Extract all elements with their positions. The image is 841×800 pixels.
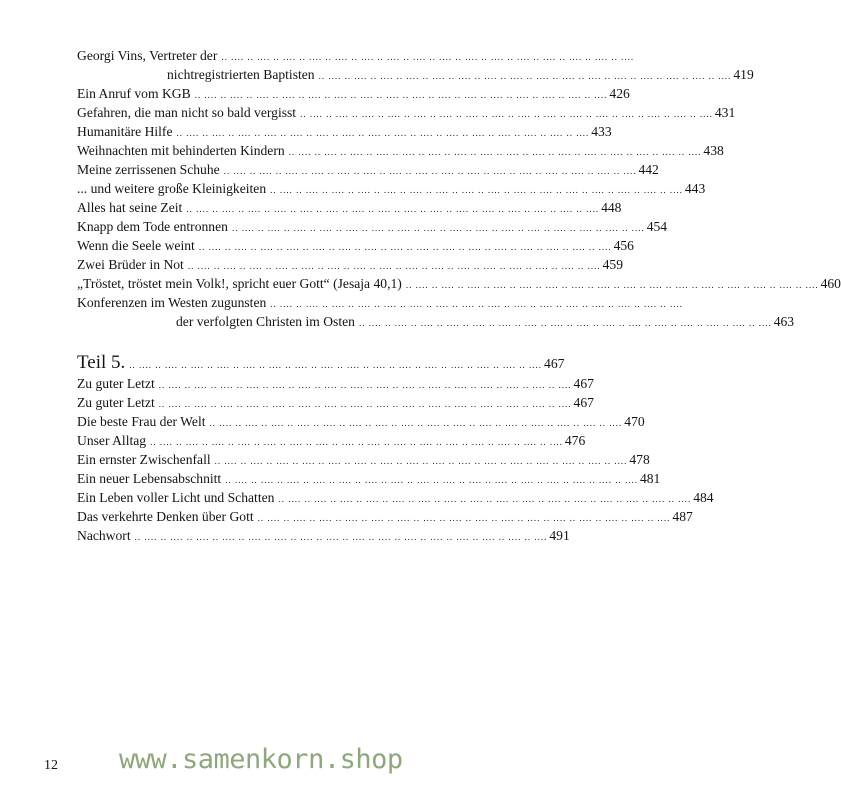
toc-entry-title: Humanitäre Hilfe	[77, 124, 173, 139]
toc-entry	[77, 431, 586, 450]
toc-entry	[77, 488, 714, 507]
dot-leader: .. .... .. .... .. .... .. .... .. .... .. .... .. .... .. .... .. .... .. .... .. .... .. .... .. .... .. .... .. .... .. ....	[221, 52, 635, 62]
toc-entry-title: Unser Alltag	[77, 433, 147, 448]
toc-entry-title: Konferenzen im Westen zugunsten	[77, 295, 267, 310]
toc-entry-title: der verfolgten Christen im Osten	[176, 314, 355, 329]
dot-leader: .. .... .. .... .. .... .. .... .. .... .. .... .. .... .. .... .. .... .. .... .. .... .. .... .. .... .. .... .. .... .. ....	[150, 437, 563, 447]
dot-leader: .. .... .. .... .. .... .. .... .. .... .. .... .. .... .. .... .. .... .. .... .. .... .. .... .. .... .. .... .. .... .. ....	[223, 166, 637, 176]
toc-entry	[77, 412, 645, 431]
toc-entry-page: 484	[693, 490, 714, 505]
toc-entry-title: ... und weitere große Kleinigkeiten	[77, 181, 267, 196]
toc-entry-page: 478	[629, 452, 650, 467]
toc-entry	[77, 255, 623, 274]
dot-leader: .. .... .. .... .. .... .. .... .. .... .. .... .. .... .. .... .. .... .. .... .. .... .. .... .. .... .. .... .. .... .. ....	[300, 109, 713, 119]
dot-leader: .. .... .. .... .. .... .. .... .. .... .. .... .. .... .. .... .. .... .. .... .. .... .. .... .. .... .. .... .. .... .. ....	[187, 261, 601, 271]
table-of-contents	[77, 46, 841, 545]
dot-leader: .. .... .. .... .. .... .. .... .. .... .. .... .. .... .. .... .. .... .. .... .. .... .. .... .. .... .. .... .. .... .. ....	[186, 204, 600, 214]
dot-leader: .. .... .. .... .. .... .. .... .. .... .. .... .. .... .. .... .. .... .. .... .. .... .. .... .. .... .. .... .. .... .. ....	[405, 280, 819, 290]
toc-entry-title: Gefahren, die man nicht so bald vergisst	[77, 105, 297, 120]
toc-entry-title: Zwei Brüder in Not	[77, 257, 184, 272]
toc-entry-page: 467	[573, 395, 594, 410]
toc-entry	[77, 312, 795, 331]
dot-leader: .. .... .. .... .. .... .. .... .. .... .. .... .. .... .. .... .. .... .. .... .. .... .. .... .. .... .. .... .. .... .. ....	[158, 399, 572, 409]
toc-entry-page: 481	[639, 471, 661, 486]
toc-entry-title: Ein Anruf vom KGB	[77, 86, 191, 101]
toc-entry	[77, 122, 612, 141]
dot-leader: .. .... .. .... .. .... .. .... .. .... .. .... .. .... .. .... .. .... .. .... .. .... .. .... .. .... .. .... .. .... .. ....	[225, 475, 638, 485]
dot-leader: .. .... .. .... .. .... .. .... .. .... .. .... .. .... .. .... .. .... .. .... .. .... .. .... .. .... .. .... .. .... .. ....	[209, 418, 623, 428]
toc-entry-title: Meine zerrissenen Schuhe	[77, 162, 220, 177]
toc-entry-title: nichtregistrierten Baptisten	[167, 67, 315, 82]
toc-entry-title: Ein ernster Zwischenfall	[77, 452, 211, 467]
toc-entry	[77, 469, 661, 488]
toc-entry	[77, 374, 594, 393]
dot-leader: .. .... .. .... .. .... .. .... .. .... .. .... .. .... .. .... .. .... .. .... .. .... .. .... .. .... .. .... .. .... .. ....	[278, 494, 692, 504]
toc-entry-page: 443	[684, 181, 706, 196]
dot-leader: .. .... .. .... .. .... .. .... .. .... .. .... .. .... .. .... .. .... .. .... .. .... .. .... .. .... .. .... .. .... .. ....	[288, 147, 702, 157]
dot-leader: .. .... .. .... .. .... .. .... .. .... .. .... .. .... .. .... .. .... .. .... .. .... .. .... .. .... .. .... .. .... .. ....	[257, 513, 671, 523]
toc-entry-title: Nachwort	[77, 528, 131, 543]
toc-entry-title: „Tröstet, tröstet mein Volk!, spricht euer Gott“ (Jesaja 40,1)	[77, 276, 402, 291]
toc-part-heading	[77, 352, 565, 374]
toc-entry	[77, 179, 706, 198]
toc-entry-page: 431	[714, 105, 736, 120]
dot-leader: .. .... .. .... .. .... .. .... .. .... .. .... .. .... .. .... .. .... .. .... .. .... .. .... .. .... .. .... .. .... .. ....	[214, 456, 628, 466]
toc-entry	[77, 103, 736, 122]
toc-part-title: Teil 5.	[77, 352, 126, 373]
toc-entry	[77, 84, 630, 103]
toc-entry	[77, 507, 693, 526]
toc-entry-page: 470	[624, 414, 645, 429]
toc-entry-page: 442	[638, 162, 659, 177]
toc-entry-page: 454	[646, 219, 668, 234]
toc-entry	[77, 141, 724, 160]
toc-entry	[77, 526, 570, 545]
toc-entry-page: 426	[609, 86, 630, 101]
dot-leader: .. .... .. .... .. .... .. .... .. .... .. .... .. .... .. .... .. .... .. .... .. .... .. .... .. .... .. .... .. .... .. ....	[270, 299, 684, 309]
toc-entry	[77, 450, 650, 469]
toc-part-page: 467	[544, 356, 565, 371]
dot-leader: .. .... .. .... .. .... .. .... .. .... .. .... .. .... .. .... .. .... .. .... .. .... .. .... .. .... .. .... .. .... .. ....	[194, 90, 608, 100]
toc-entry-title: Ein Leben voller Licht und Schatten	[77, 490, 275, 505]
toc-entry	[77, 65, 754, 84]
toc-entry-title: Knapp dem Tode entronnen	[77, 219, 228, 234]
toc-entry-page: 419	[733, 67, 754, 82]
toc-entry	[77, 274, 841, 293]
toc-entry-title: Georgi Vins, Vertreter der	[77, 48, 218, 63]
dot-leader: .. .... .. .... .. .... .. .... .. .... .. .... .. .... .. .... .. .... .. .... .. .... .. .... .. .... .. .... .. .... .. ....	[198, 242, 612, 252]
toc-entry-page: 463	[773, 314, 795, 329]
watermark-url: www.samenkorn.shop	[119, 744, 403, 775]
toc-entry-page: 448	[601, 200, 622, 215]
toc-entry-title: Zu guter Letzt	[77, 395, 155, 410]
toc-entry	[77, 393, 594, 412]
toc-entry	[77, 46, 635, 65]
toc-entry	[77, 160, 659, 179]
dot-leader: .. .... .. .... .. .... .. .... .. .... .. .... .. .... .. .... .. .... .. .... .. .... .. .... .. .... .. .... .. .... .. ....	[270, 185, 683, 195]
toc-entry-title: Weihnachten mit behinderten Kindern	[77, 143, 285, 158]
dot-leader: .. .... .. .... .. .... .. .... .. .... .. .... .. .... .. .... .. .... .. .... .. .... .. .... .. .... .. .... .. .... .. ....	[158, 380, 572, 390]
toc-entry-page: 438	[703, 143, 724, 158]
toc-entry-title: Ein neuer Lebensabschnitt	[77, 471, 222, 486]
section-gap	[77, 331, 461, 352]
toc-entry-title: Alles hat seine Zeit	[77, 200, 183, 215]
toc-entry-page: 456	[613, 238, 634, 253]
dot-leader: .. .... .. .... .. .... .. .... .. .... .. .... .. .... .. .... .. .... .. .... .. .... .. .... .. .... .. .... .. .... .. ....	[176, 128, 590, 138]
toc-entry	[77, 217, 668, 236]
dot-leader: .. .... .. .... .. .... .. .... .. .... .. .... .. .... .. .... .. .... .. .... .. .... .. .... .. .... .. .... .. .... .. ....	[129, 360, 543, 370]
dot-leader: .. .... .. .... .. .... .. .... .. .... .. .... .. .... .. .... .. .... .. .... .. .... .. .... .. .... .. .... .. .... .. ....	[134, 532, 548, 542]
toc-entry-title: Die beste Frau der Welt	[77, 414, 206, 429]
toc-entry-page: 467	[573, 376, 594, 391]
toc-entry-page: 491	[549, 528, 570, 543]
toc-entry	[77, 293, 684, 312]
dot-leader: .. .... .. .... .. .... .. .... .. .... .. .... .. .... .. .... .. .... .. .... .. .... .. .... .. .... .. .... .. .... .. ....	[358, 318, 772, 328]
toc-entry-page: 487	[672, 509, 693, 524]
toc-entry-page: 459	[602, 257, 623, 272]
toc-entry-title: Das verkehrte Denken über Gott	[77, 509, 254, 524]
toc-entry-page: 460	[820, 276, 841, 291]
toc-entry-page: 476	[564, 433, 586, 448]
toc-entry-title: Wenn die Seele weint	[77, 238, 195, 253]
toc-entry	[77, 236, 634, 255]
dot-leader: .. .... .. .... .. .... .. .... .. .... .. .... .. .... .. .... .. .... .. .... .. .... .. .... .. .... .. .... .. .... .. ....	[231, 223, 645, 233]
dot-leader: .. .... .. .... .. .... .. .... .. .... .. .... .. .... .. .... .. .... .. .... .. .... .. .... .. .... .. .... .. .... .. ....	[318, 71, 732, 81]
toc-entry	[77, 198, 622, 217]
toc-entry-page: 433	[591, 124, 612, 139]
page-number: 12	[44, 758, 58, 773]
toc-entry-title: Zu guter Letzt	[77, 376, 155, 391]
